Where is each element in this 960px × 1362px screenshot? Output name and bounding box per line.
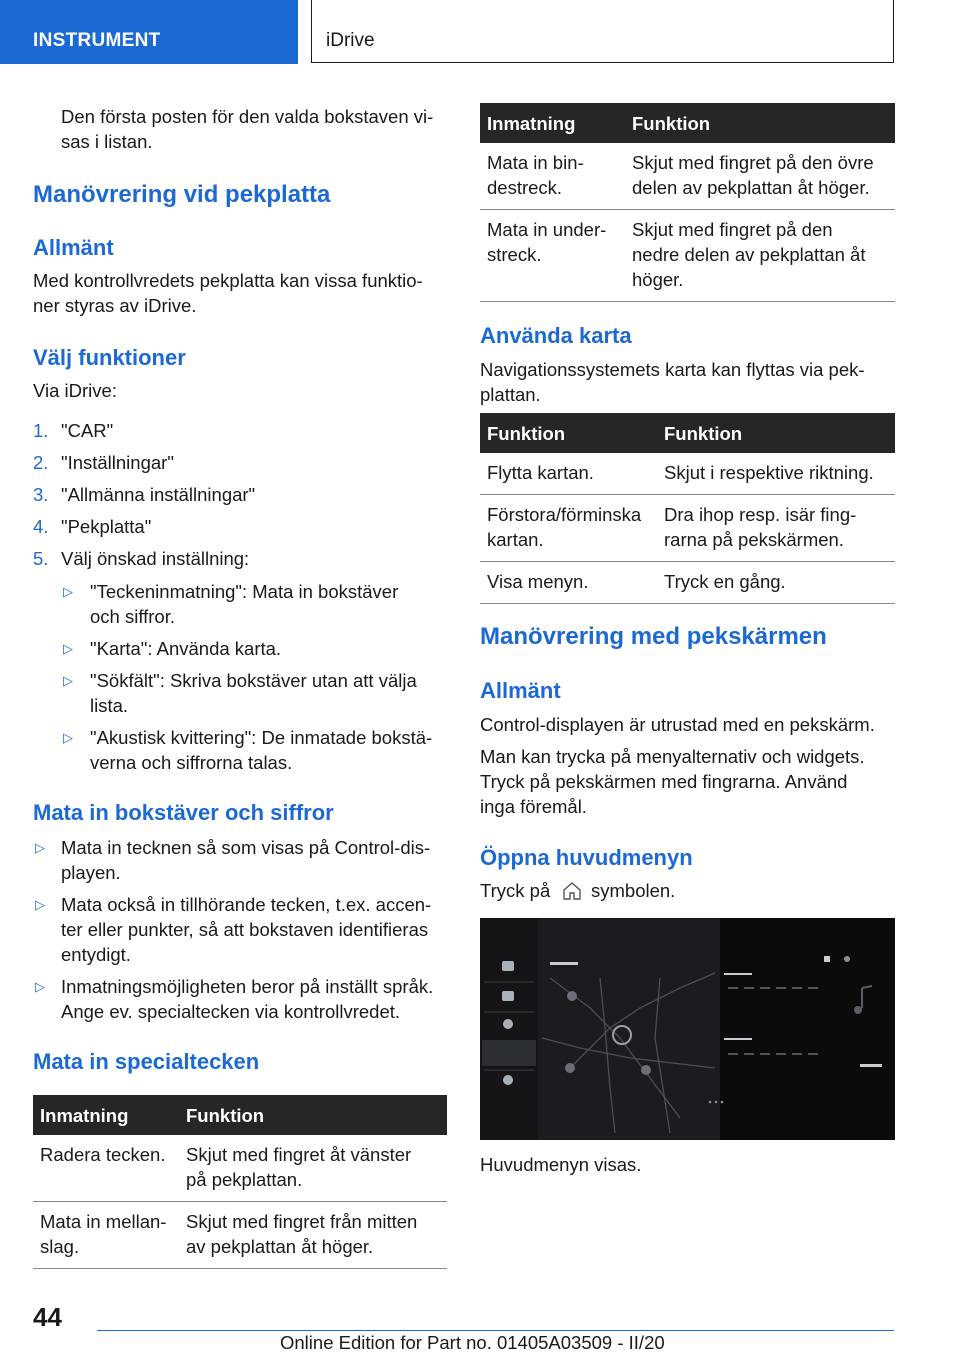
sub-item-line: "Karta": Använda karta. — [90, 638, 282, 659]
sub-item-line: "Teckeninmatning": Mata in bokstäver — [90, 581, 399, 602]
heading-letters: Mata in bokstäver och siffror — [33, 800, 334, 825]
input-functions-table — [480, 103, 895, 302]
cell-line: Mata in bin- — [487, 152, 584, 173]
table-cell — [657, 562, 895, 604]
table-header: Funktion — [657, 413, 895, 453]
tap-text-pre: Tryck på — [480, 880, 551, 901]
letters-line: Inmatningsmöjligheten beror på inställt språk. — [61, 976, 434, 997]
section-title: INSTRUMENT — [33, 30, 161, 51]
heading-select-functions: Välj funktioner — [33, 345, 186, 370]
bullet-triangle-icon: ▷ — [63, 584, 73, 599]
table-header: Funktion — [480, 413, 657, 453]
chapter-tab — [311, 0, 894, 63]
letters-line: Mata in tecknen så som visas på Control-dis- — [61, 837, 431, 858]
step-number: 3. — [33, 484, 49, 505]
cell-line: delen av pekplattan åt höger. — [632, 177, 870, 198]
section-tab — [0, 0, 298, 64]
letters-line: playen. — [61, 862, 121, 883]
step-number: 4. — [33, 516, 49, 537]
touch-general-line: Tryck på pekskärmen med fingrarna. Använd — [480, 771, 848, 792]
cell-line: av pekplattan åt höger. — [186, 1236, 374, 1257]
table-cell — [33, 1135, 179, 1202]
heading-use-map: Använda karta — [480, 323, 632, 348]
sub-item-line: verna och siffrorna talas. — [90, 752, 293, 773]
cell-line: Flytta kartan. — [487, 462, 594, 483]
bullet-triangle-icon: ▷ — [35, 840, 45, 855]
cell-line: nedre delen av pekplattan åt — [632, 244, 866, 265]
cell-line: Radera tecken. — [40, 1144, 166, 1165]
sub-item-line: och siffror. — [90, 606, 176, 627]
intro-line-1: Den första posten för den valda bokstaven vi- — [61, 106, 434, 127]
bullet-triangle-icon: ▷ — [63, 641, 73, 656]
table-header: Inmatning — [33, 1095, 179, 1135]
cell-line: Mata in mellan- — [40, 1211, 167, 1232]
via-idrive: Via iDrive: — [33, 380, 117, 401]
letters-line: Ange ev. specialtecken via kontrollvredet. — [61, 1001, 401, 1022]
cell-line: Skjut med fingret på den — [632, 219, 833, 240]
table-cell — [480, 562, 657, 604]
heading-touchpad: Manövrering vid pekplatta — [33, 181, 331, 208]
table-row — [480, 143, 895, 210]
table-row — [480, 495, 895, 562]
cell-line: höger. — [632, 269, 684, 290]
sub-item-line: "Akustisk kvittering": De inmatade bokstä- — [90, 727, 433, 748]
table-cell — [625, 210, 895, 302]
table-cell — [480, 453, 657, 495]
sub-item-line: "Sökfält": Skriva bokstäver utan att välja — [90, 670, 417, 691]
bullet-triangle-icon: ▷ — [35, 979, 45, 994]
heading-open-main-menu: Öppna huvudmenyn — [480, 845, 693, 870]
control-display-screenshot — [480, 918, 895, 1140]
cell-line: Tryck en gång. — [664, 571, 786, 592]
cell-line: Skjut i respektive riktning. — [664, 462, 874, 483]
general-line-2: ner styras av iDrive. — [33, 295, 197, 316]
cell-line: Förstora/förminska — [487, 504, 642, 525]
general-line-1: Med kontrollvredets pekplatta kan vissa funktio- — [33, 270, 423, 291]
cell-line: Visa menyn. — [487, 571, 589, 592]
table-cell — [33, 1202, 179, 1269]
step-text: Välj önskad inställning: — [61, 548, 250, 569]
table-cell — [625, 143, 895, 210]
cell-line: destreck. — [487, 177, 563, 198]
cell-line: på pekplattan. — [186, 1169, 303, 1190]
page-number: 44 — [33, 1302, 62, 1332]
cell-line: streck. — [487, 244, 542, 265]
table-row — [33, 1135, 447, 1202]
map-text-line: Navigationssystemets karta kan flyttas via pek- — [480, 359, 865, 380]
table-header: Inmatning — [480, 103, 625, 143]
table-cell — [179, 1135, 447, 1202]
table-cell — [480, 210, 625, 302]
intro-line-2: sas i listan. — [61, 131, 153, 152]
cell-line: Mata in under- — [487, 219, 607, 240]
main-menu-illustration — [480, 918, 895, 1140]
table-header-row — [480, 103, 895, 143]
touch-general-line: inga föremål. — [480, 796, 587, 817]
step-text: "Inställningar" — [61, 452, 174, 473]
chapter-title: iDrive — [326, 30, 375, 51]
table-header-row — [33, 1095, 447, 1135]
step-text: "Pekplatta" — [61, 516, 152, 537]
heading-general: Allmänt — [33, 235, 114, 260]
letters-line: ter eller punkter, så att bokstaven identifieras — [61, 919, 429, 940]
cell-line: slag. — [40, 1236, 80, 1257]
map-functions-table — [480, 413, 895, 604]
cell-line: kartan. — [487, 529, 544, 550]
footer-edition: Online Edition for Part no. 01405A03509 - II/20 — [280, 1332, 665, 1353]
touch-general-line: Man kan trycka på menyalternativ och widgets. — [480, 746, 865, 767]
table-row — [480, 562, 895, 604]
table-header-row — [480, 413, 895, 453]
cell-line: Skjut med fingret åt vänster — [186, 1144, 412, 1165]
table-cell — [657, 495, 895, 562]
tap-text-post: symbolen. — [591, 880, 676, 901]
table-row — [480, 210, 895, 302]
home-icon — [561, 880, 583, 902]
cell-line: Skjut med fingret från mitten — [186, 1211, 418, 1232]
step-text: "CAR" — [61, 420, 114, 441]
table-row — [33, 1202, 447, 1269]
sub-item-line: lista. — [90, 695, 129, 716]
table-cell — [480, 143, 625, 210]
map-text-line: plattan. — [480, 384, 541, 405]
letters-line: entydigt. — [61, 944, 131, 965]
step-number: 1. — [33, 420, 49, 441]
bullet-triangle-icon: ▷ — [63, 730, 73, 745]
heading-special-chars: Mata in specialtecken — [33, 1049, 260, 1074]
table-cell — [179, 1202, 447, 1269]
step-number: 5. — [33, 548, 49, 569]
step-number: 2. — [33, 452, 49, 473]
table-cell — [657, 453, 895, 495]
step-text: "Allmänna inställningar" — [61, 484, 256, 505]
bullet-triangle-icon: ▷ — [35, 897, 45, 912]
main-menu-shown: Huvudmenyn visas. — [480, 1154, 642, 1175]
table-header: Funktion — [625, 103, 895, 143]
footer-divider — [97, 1330, 894, 1331]
table-header: Funktion — [179, 1095, 447, 1135]
letters-line: Mata också in tillhörande tecken, t.ex. accen- — [61, 894, 432, 915]
heading-general-2: Allmänt — [480, 678, 561, 703]
cell-line: Dra ihop resp. isär fing- — [664, 504, 857, 525]
special-chars-table — [33, 1095, 447, 1269]
cell-line: Skjut med fingret på den övre — [632, 152, 874, 173]
bullet-triangle-icon: ▷ — [63, 673, 73, 688]
touch-general-1: Control-displayen är utrustad med en pekskärm. — [480, 714, 875, 735]
heading-touchscreen: Manövrering med pekskärmen — [480, 623, 827, 650]
cell-line: rarna på pekskärmen. — [664, 529, 844, 550]
table-row — [480, 453, 895, 495]
table-cell — [480, 495, 657, 562]
